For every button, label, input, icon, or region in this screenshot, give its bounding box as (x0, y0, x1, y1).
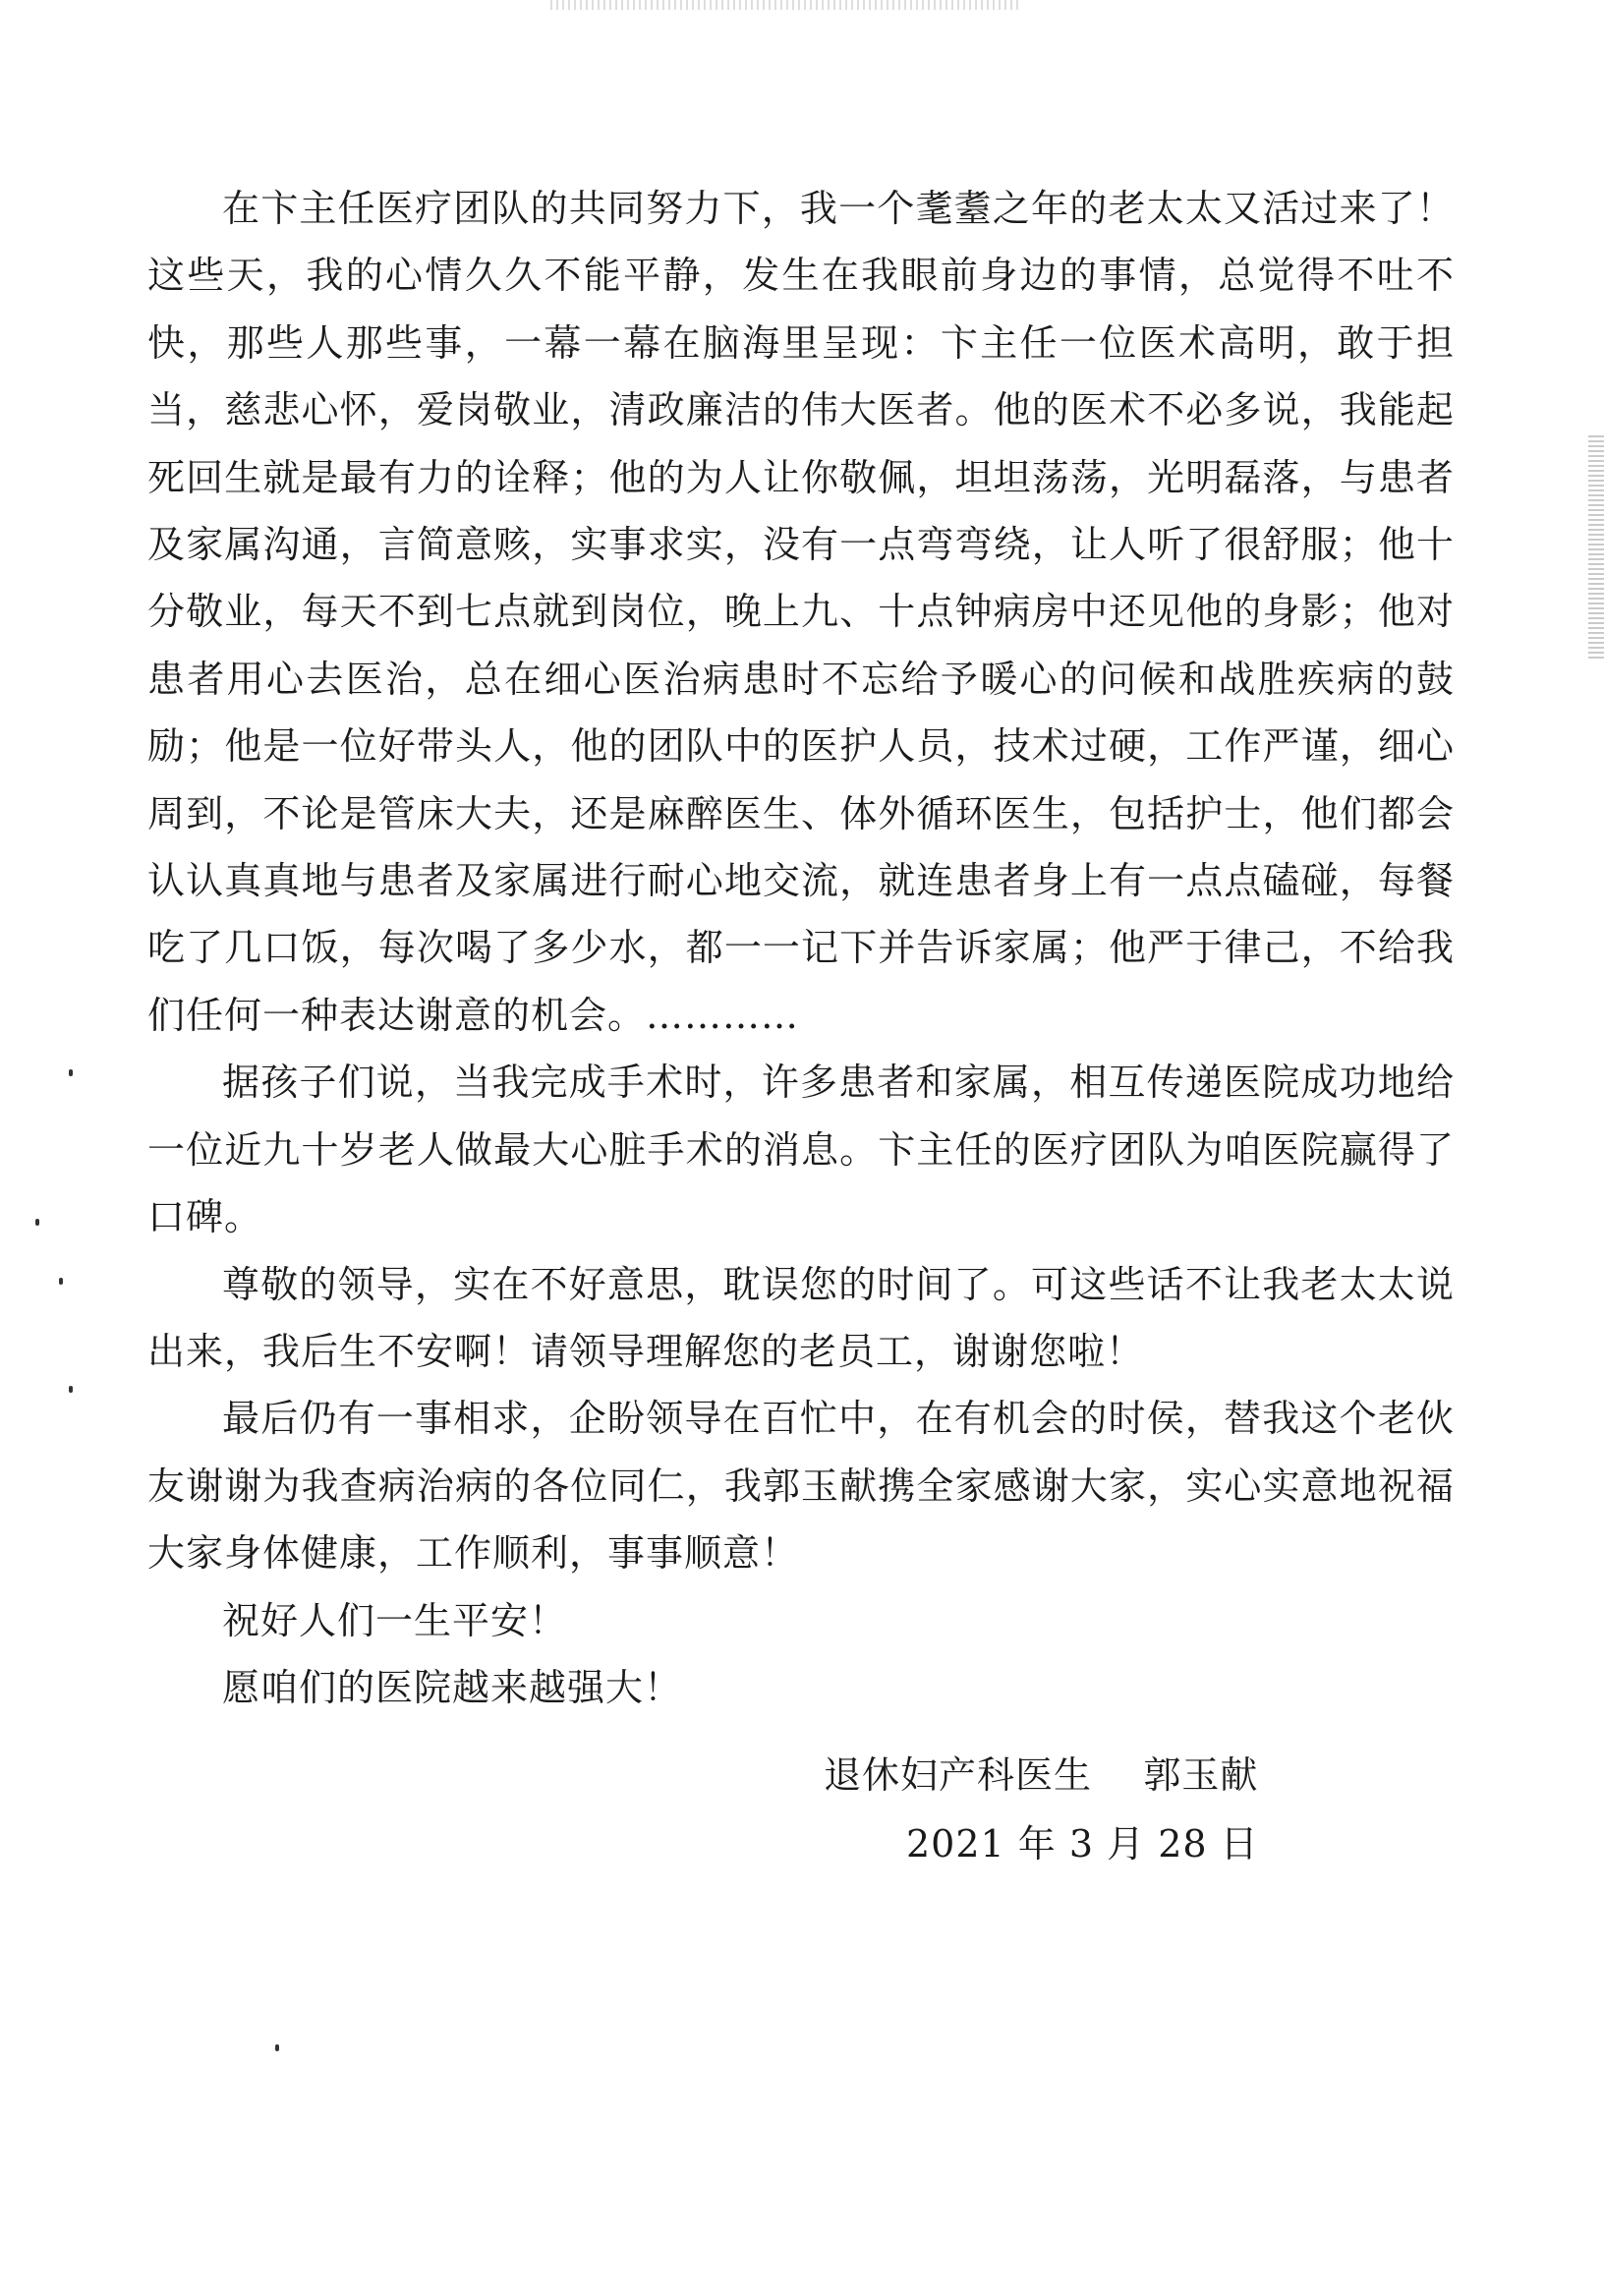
scan-artifact-top (550, 0, 1022, 10)
letter-paragraph-2: 据孩子们说，当我完成手术时，许多患者和家属，相互传递医院成功地给一位近九十岁老人做最大心脏手术的消息。卞主任的医疗团队为咱医院赢得了口碑。 (147, 1061, 1455, 1239)
letter-body (147, 175, 1455, 1721)
letter-date: 2021 年 3 月 28 日 (906, 1822, 1259, 1866)
scan-speck (35, 1219, 39, 1226)
letter-closing-wish-1: 祝好人们一生平安！ (222, 1598, 568, 1642)
scan-artifact-right (1588, 432, 1604, 659)
letter-paragraph-1: 在卞主任医疗团队的共同努力下，我一个耄耋之年的老太太又活过来了！这些天，我的心情久久不能平静，发生在我眼前身边的事情，总觉得不吐不快，那些人那些事，一幕一幕在脑海里呈现：卞主任一位医术高明，敢于担当，慈悲心怀，爱岗敬业，清政廉洁的伟大医者。他的医术不必多说，我能起死回生就是最有力的诠释；他的为人让你敬佩，坦坦荡荡，光明磊落，与患者及家属沟通，言简意赅，实事求实，没有一点弯弯绕，让人听了很舒服；他十分敬业，每天不到七点就到岗位，晚上九、十点钟病房中还见他的身影；他对患者用心去医治，总在细心医治病患时不忘给予暖心的问候和战胜疾病的鼓励；他是一位好带头人，他的团队中的医护人员，技术过硬，工作严谨，细心周到，不论是管床大夫，还是麻醉医生、体外循环医生，包括护士，他们都会认认真真地与患者及家属进行耐心地交流，就连患者身上有一点点磕碰，每餐吃了几口饭，每次喝了多少水，都一一记下并告诉家属；他严于律己，不给我们任何一种表达谢意的机会。………… (147, 187, 1455, 1037)
letter-signature: 退休妇产科医生 郭玉献 (824, 1753, 1259, 1797)
scan-speck (59, 1278, 63, 1285)
letter-paragraph-3: 尊敬的领导，实在不好意思，耽误您的时间了。可这些话不让我老太太说出来，我后生不安啊！请领导理解您的老员工，谢谢您啦！ (147, 1262, 1455, 1373)
letter-paragraph-4: 最后仍有一事相求，企盼领导在百忙中，在有机会的时侯，替我这个老伙友谢谢为我查病治病的各位同仁，我郭玉献携全家感谢大家，实心实意地祝福大家身体健康，工作顺利，事事顺意！ (147, 1397, 1455, 1576)
scan-speck (69, 1069, 73, 1076)
scan-speck (69, 1386, 73, 1393)
scan-speck (275, 2044, 279, 2051)
letter-closing-wish-2: 愿咱们的医院越来越强大！ (222, 1665, 683, 1709)
